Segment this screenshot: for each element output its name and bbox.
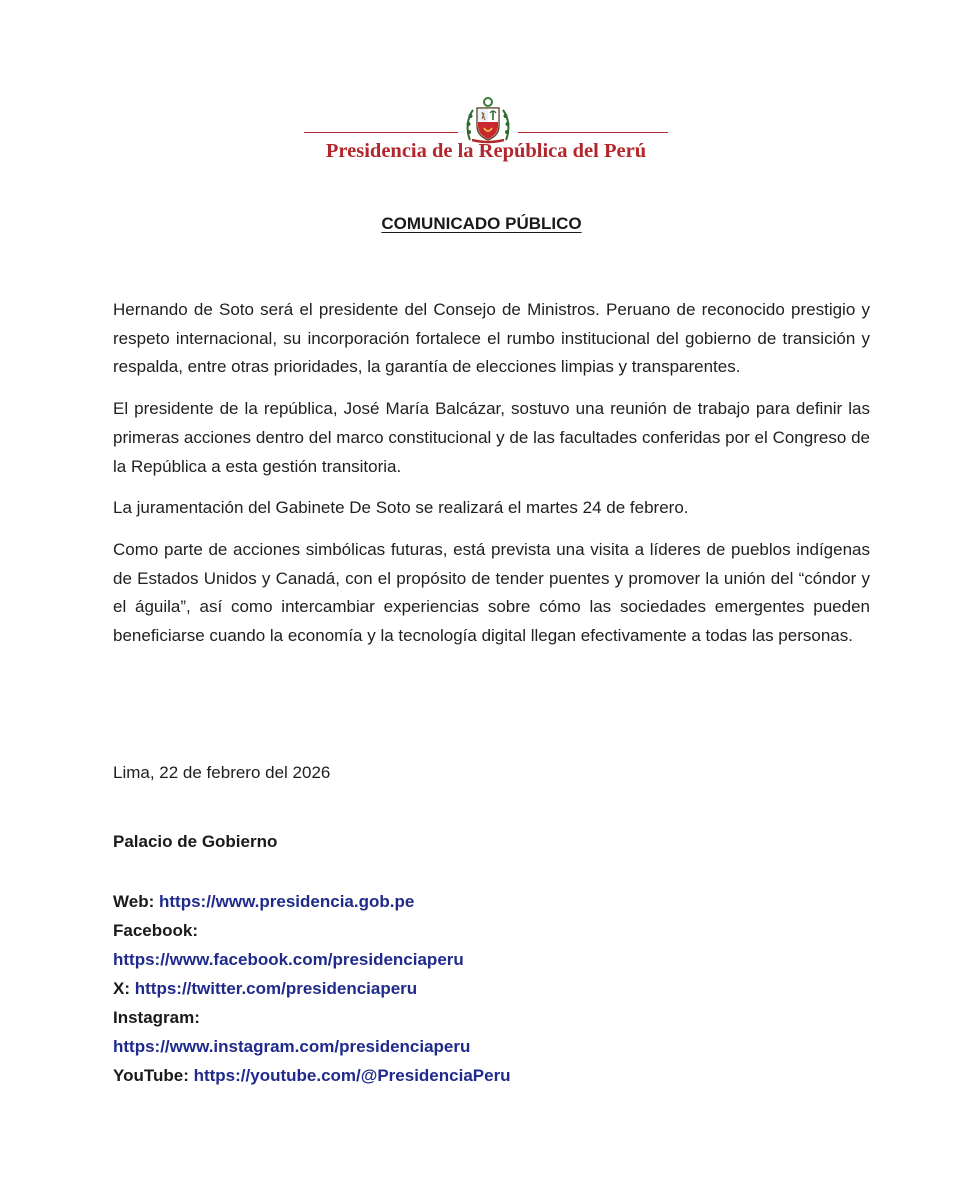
contact-list [113,887,511,1090]
paragraph: La juramentación del Gabinete De Soto se realizará el martes 24 de febrero. [113,498,689,518]
letterhead-rule-left [304,132,458,133]
document-title: COMUNICADO PÚBLICO [381,214,582,233]
instagram-label: Instagram: [113,1008,200,1027]
paragraph: El presidente de la república, José María Balcázar, sostuvo una reunión de trabajo para definir las primeras acciones dentro del marco constitucional y de las facultades conferidas por el Congreso de la República a esta gestión transitoria. [113,399,870,476]
youtube-label: YouTube: [113,1066,189,1085]
contact-facebook-label [113,916,511,945]
facebook-label: Facebook: [113,921,199,940]
contact-youtube [113,1061,511,1090]
web-label: Web: [113,892,155,911]
document-body [113,296,870,664]
facebook-link[interactable]: https://www.facebook.com/presidenciaperu [113,950,464,969]
institution-name: Presidencia de la República del Perú [325,140,647,162]
letterhead-rule-right [518,132,668,133]
contact-instagram-label [113,1003,511,1032]
contact-web [113,887,511,916]
signature: Palacio de Gobierno [113,832,278,851]
contact-instagram [113,1032,511,1061]
x-label: X: [113,979,130,998]
youtube-link[interactable]: https://youtube.com/@PresidenciaPeru [193,1066,511,1085]
contact-x [113,974,511,1003]
date-line: Lima, 22 de febrero del 2026 [113,763,331,782]
contact-facebook [113,945,511,974]
web-link[interactable]: https://www.presidencia.gob.pe [158,892,415,911]
instagram-link[interactable]: https://www.instagram.com/presidenciaperu [113,1037,471,1056]
letterhead [300,96,672,176]
paragraph: Hernando de Soto será el presidente del Consejo de Ministros. Peruano de reconocido prestigio y respeto internacional, su incorporación fortalece el rumbo institucional del gobierno de transición y respalda, entre otras prioridades, la garantía de elecciones limpias y transparentes. [113,300,870,377]
peru-coat-of-arms-icon [460,96,516,144]
paragraph: Como parte de acciones simbólicas futuras, está prevista una visita a líderes de pueblos indígenas de Estados Unidos y Canadá, con el propósito de tender puentes y promover la unión del “cóndor y el águila”, así como intercambiar experiencias sobre cómo las sociedades emergentes pueden beneficiarse cuando la economía y la tecnología digital llegan efectivamente a todas las personas. [113,539,870,646]
x-link[interactable]: https://twitter.com/presidenciaperu [134,979,418,998]
